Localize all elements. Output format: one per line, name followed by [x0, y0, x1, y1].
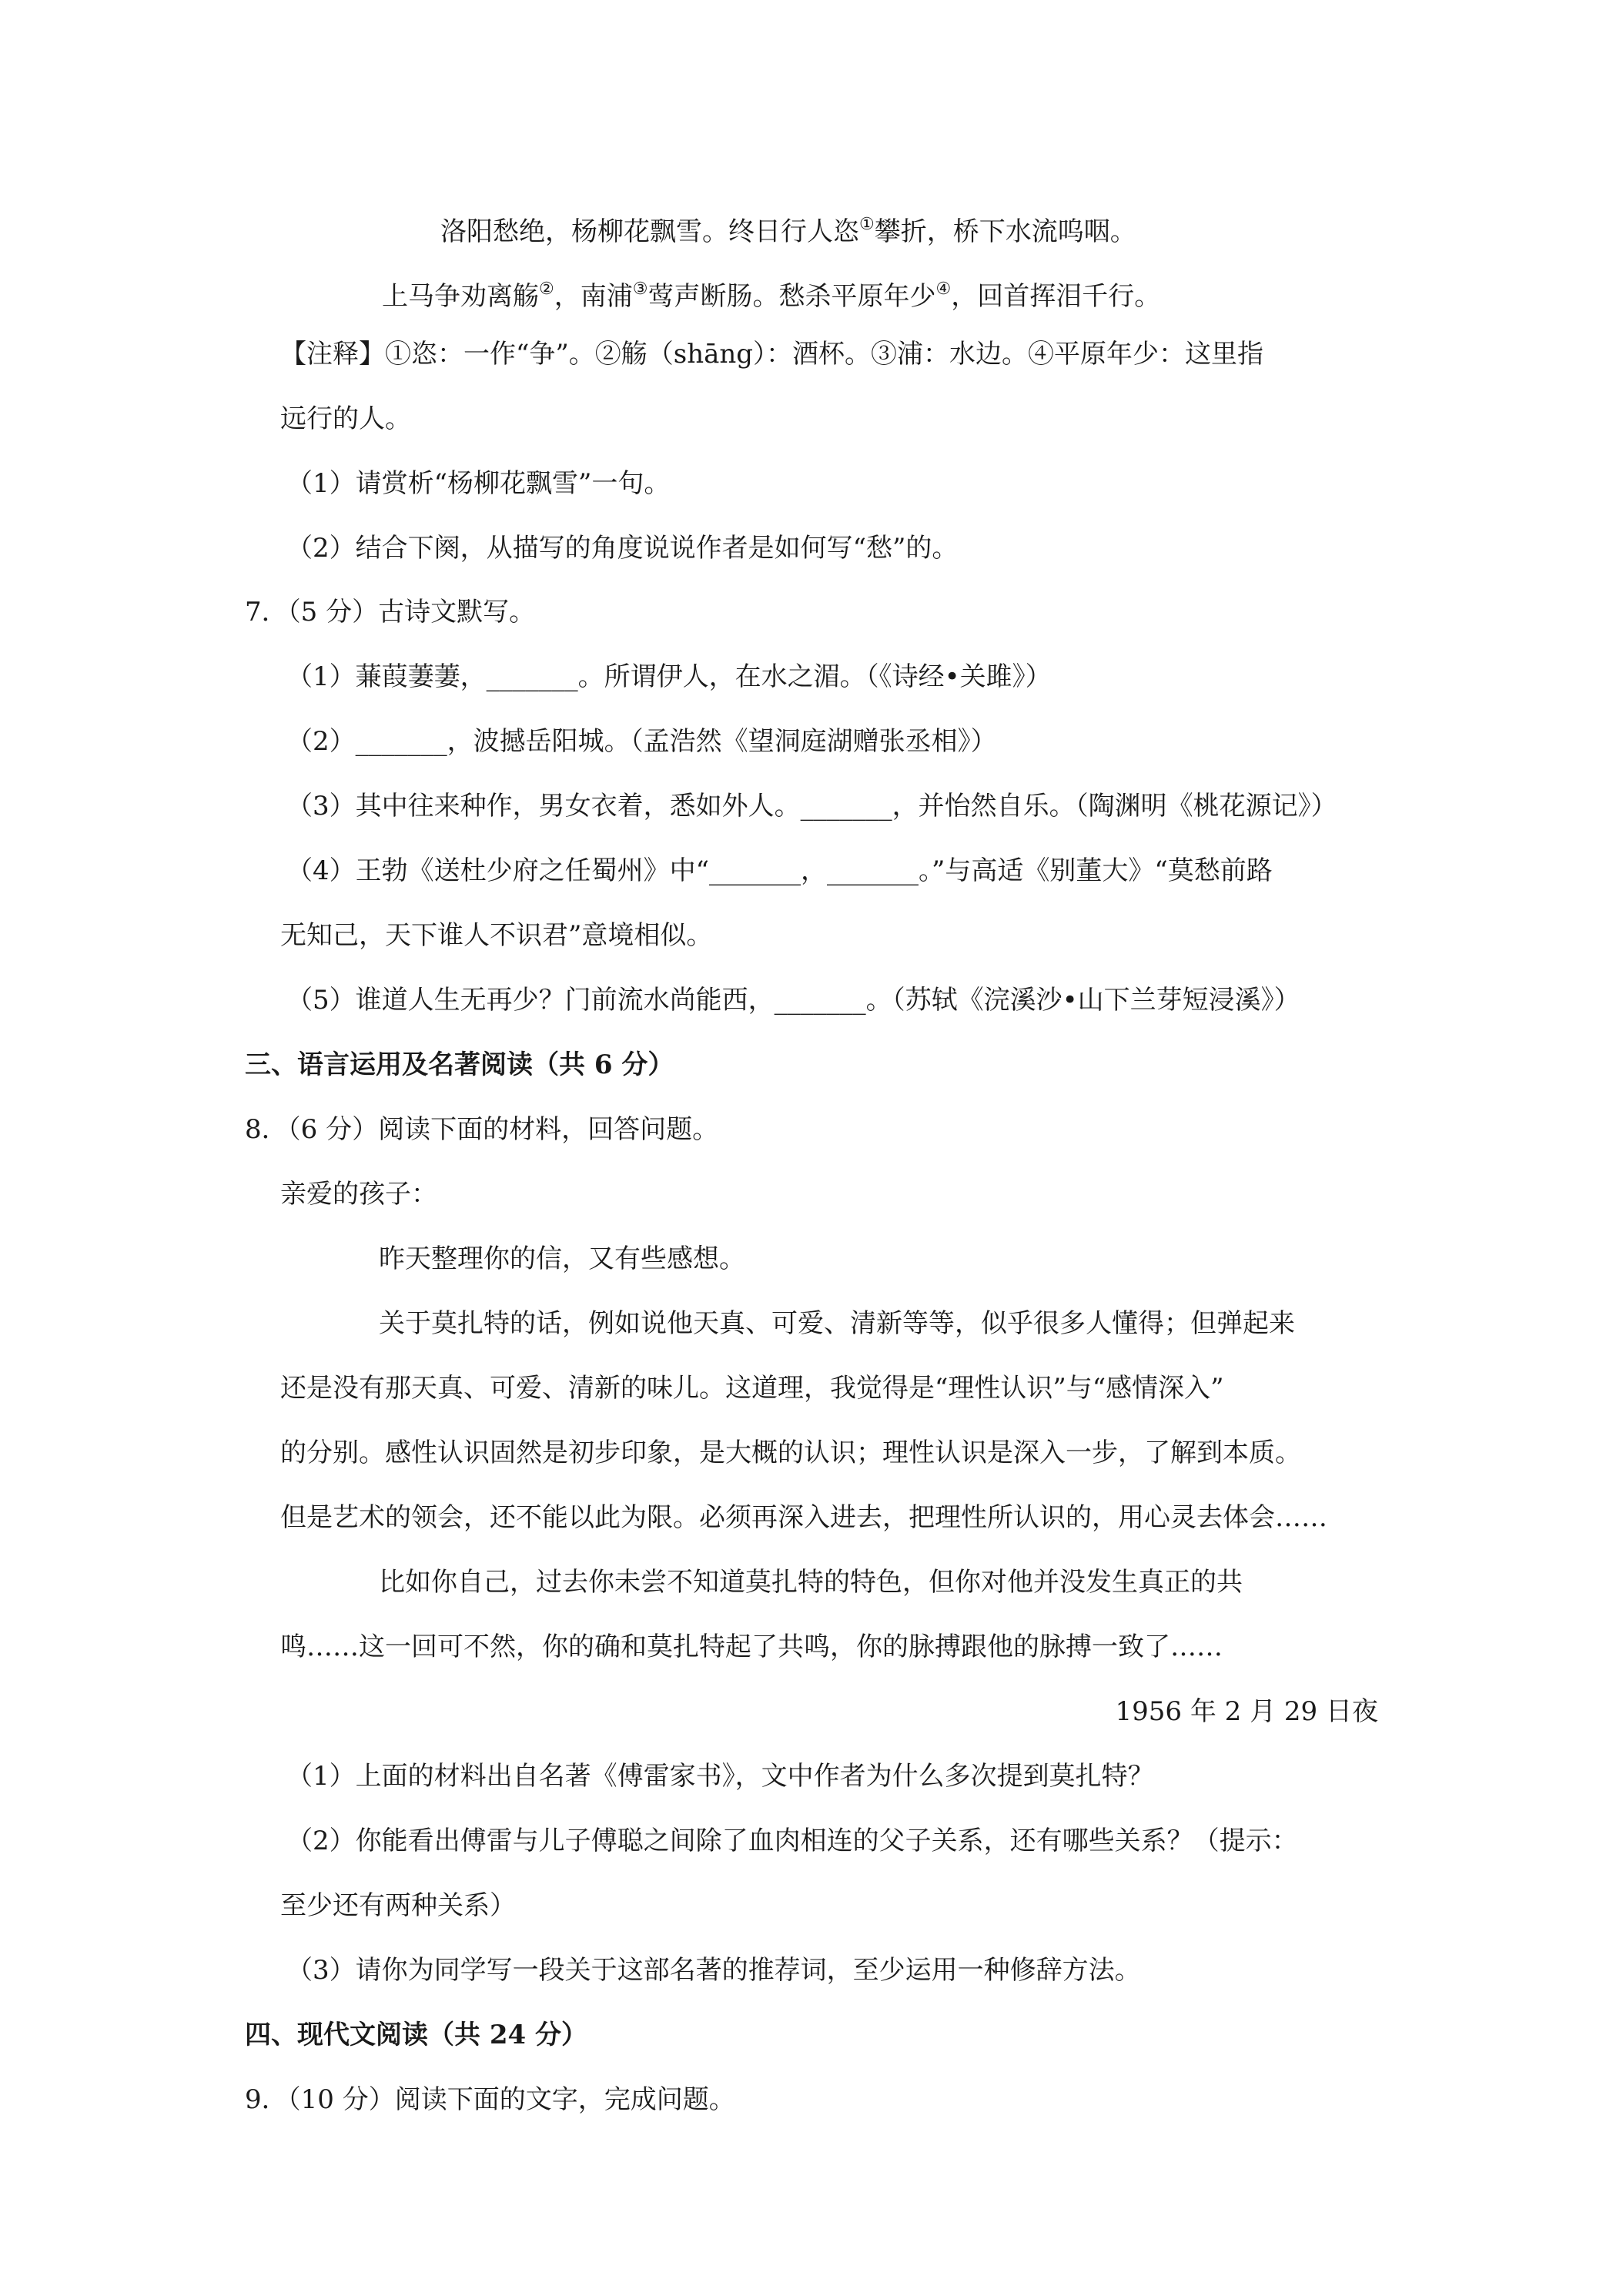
q8-title: 8．（6 分）阅读下面的材料，回答问题。 — [245, 1114, 719, 1145]
letter-paragraph-2-line-2: 还是没有那天真、可爱、清新的味儿。这道理，我觉得是“理性认识”与“感情深入” — [280, 1373, 1224, 1404]
q8-sub-1: （1）上面的材料出自名著《傅雷家书》，文中作者为什么多次提到莫扎特？ — [286, 1761, 1154, 1792]
q8-sub-2-cont: 至少还有两种关系） — [280, 1890, 516, 1921]
q7-sub-4: （4）王勃《送杜少府之任蜀州》中“_______，_______。”与高适《别董大》“莫愁前路 — [286, 855, 1273, 886]
q7-sub-2: （2）_______，波撼岳阳城。（孟浩然《望洞庭湖赠张丞相》） — [286, 726, 997, 757]
q7-sub-5: （5）谁道人生无再少？门前流水尚能西，_______。（苏轼《浣溪沙•山下兰芽短浸溪》） — [286, 985, 1300, 1016]
q7-title: 7．（5 分）古诗文默写。 — [245, 597, 536, 628]
q6-sub-2: （2）结合下阕，从描写的角度说说作者是如何写“愁”的。 — [286, 533, 959, 564]
letter-paragraph-2-line-3: 的分别。感性认识固然是初步印象，是大概的认识；理性认识是深入一步，了解到本质。 — [280, 1438, 1301, 1468]
note-marker-2: ② — [539, 279, 554, 299]
notes-line-2: 远行的人。 — [280, 403, 411, 434]
poem-line-2: 上马争劝离觞②，南浦③莺声断肠。愁杀平原年少④，回首挥泪千行。 — [382, 279, 1161, 312]
letter-salutation: 亲爱的孩子： — [280, 1179, 437, 1210]
q8-sub-2: （2）你能看出傅雷与儿子傅聪之间除了血肉相连的父子关系，还有哪些关系？（提示： — [286, 1826, 1298, 1856]
letter-paragraph-1: 昨天整理你的信，又有些感想。 — [379, 1243, 745, 1274]
note-marker-1: ① — [859, 215, 875, 234]
q8-sub-3: （3）请你为同学写一段关于这部名著的推荐词，至少运用一种修辞方法。 — [286, 1955, 1141, 1986]
letter-paragraph-3-line-1: 比如你自己，过去你未尝不知道莫扎特的特色，但你对他并没发生真正的共 — [379, 1567, 1243, 1598]
q7-sub-4-cont: 无知己，天下谁人不识君”意境相似。 — [280, 920, 713, 951]
note-marker-3: ③ — [632, 279, 648, 299]
poem-line-1: 洛阳愁绝，杨柳花飘雪。终日行人恣①攀折，桥下水流呜咽。 — [440, 215, 1136, 247]
notes-line-1: 【注释】①恣：一作“争”。②觞（shāng）：酒杯。③浦：水边。④平原年少：这里指 — [280, 339, 1264, 370]
section-3-title: 三、语言运用及名著阅读（共 6 分） — [245, 1049, 674, 1080]
section-4-title: 四、现代文阅读（共 24 分） — [245, 2020, 587, 2050]
q9-title: 9．（10 分）阅读下面的文字，完成问题。 — [245, 2084, 735, 2115]
letter-date: 1956 年 2 月 29 日夜 — [1115, 1696, 1378, 1727]
letter-paragraph-3-line-2: 鸣……这一回可不然，你的确和莫扎特起了共鸣，你的脉搏跟他的脉搏一致了…… — [280, 1632, 1223, 1662]
note-marker-4: ④ — [935, 279, 952, 299]
q7-sub-1: （1）蒹葭萋萋，_______。所谓伊人，在水之湄。（《诗经•关雎》） — [286, 661, 1052, 692]
q6-sub-1: （1）请赏析“杨柳花飘雪”一句。 — [286, 468, 671, 499]
letter-paragraph-2-line-4: 但是艺术的领会，还不能以此为限。必须再深入进去，把理性所认识的，用心灵去体会…… — [280, 1502, 1327, 1533]
q7-sub-3: （3）其中往来种作，男女衣着，悉如外人。_______，并怡然自乐。（陶渊明《桃花源记》） — [286, 791, 1337, 822]
letter-paragraph-2-line-1: 关于莫扎特的话，例如说他天真、可爱、清新等等，似乎很多人懂得；但弹起来 — [379, 1308, 1295, 1339]
